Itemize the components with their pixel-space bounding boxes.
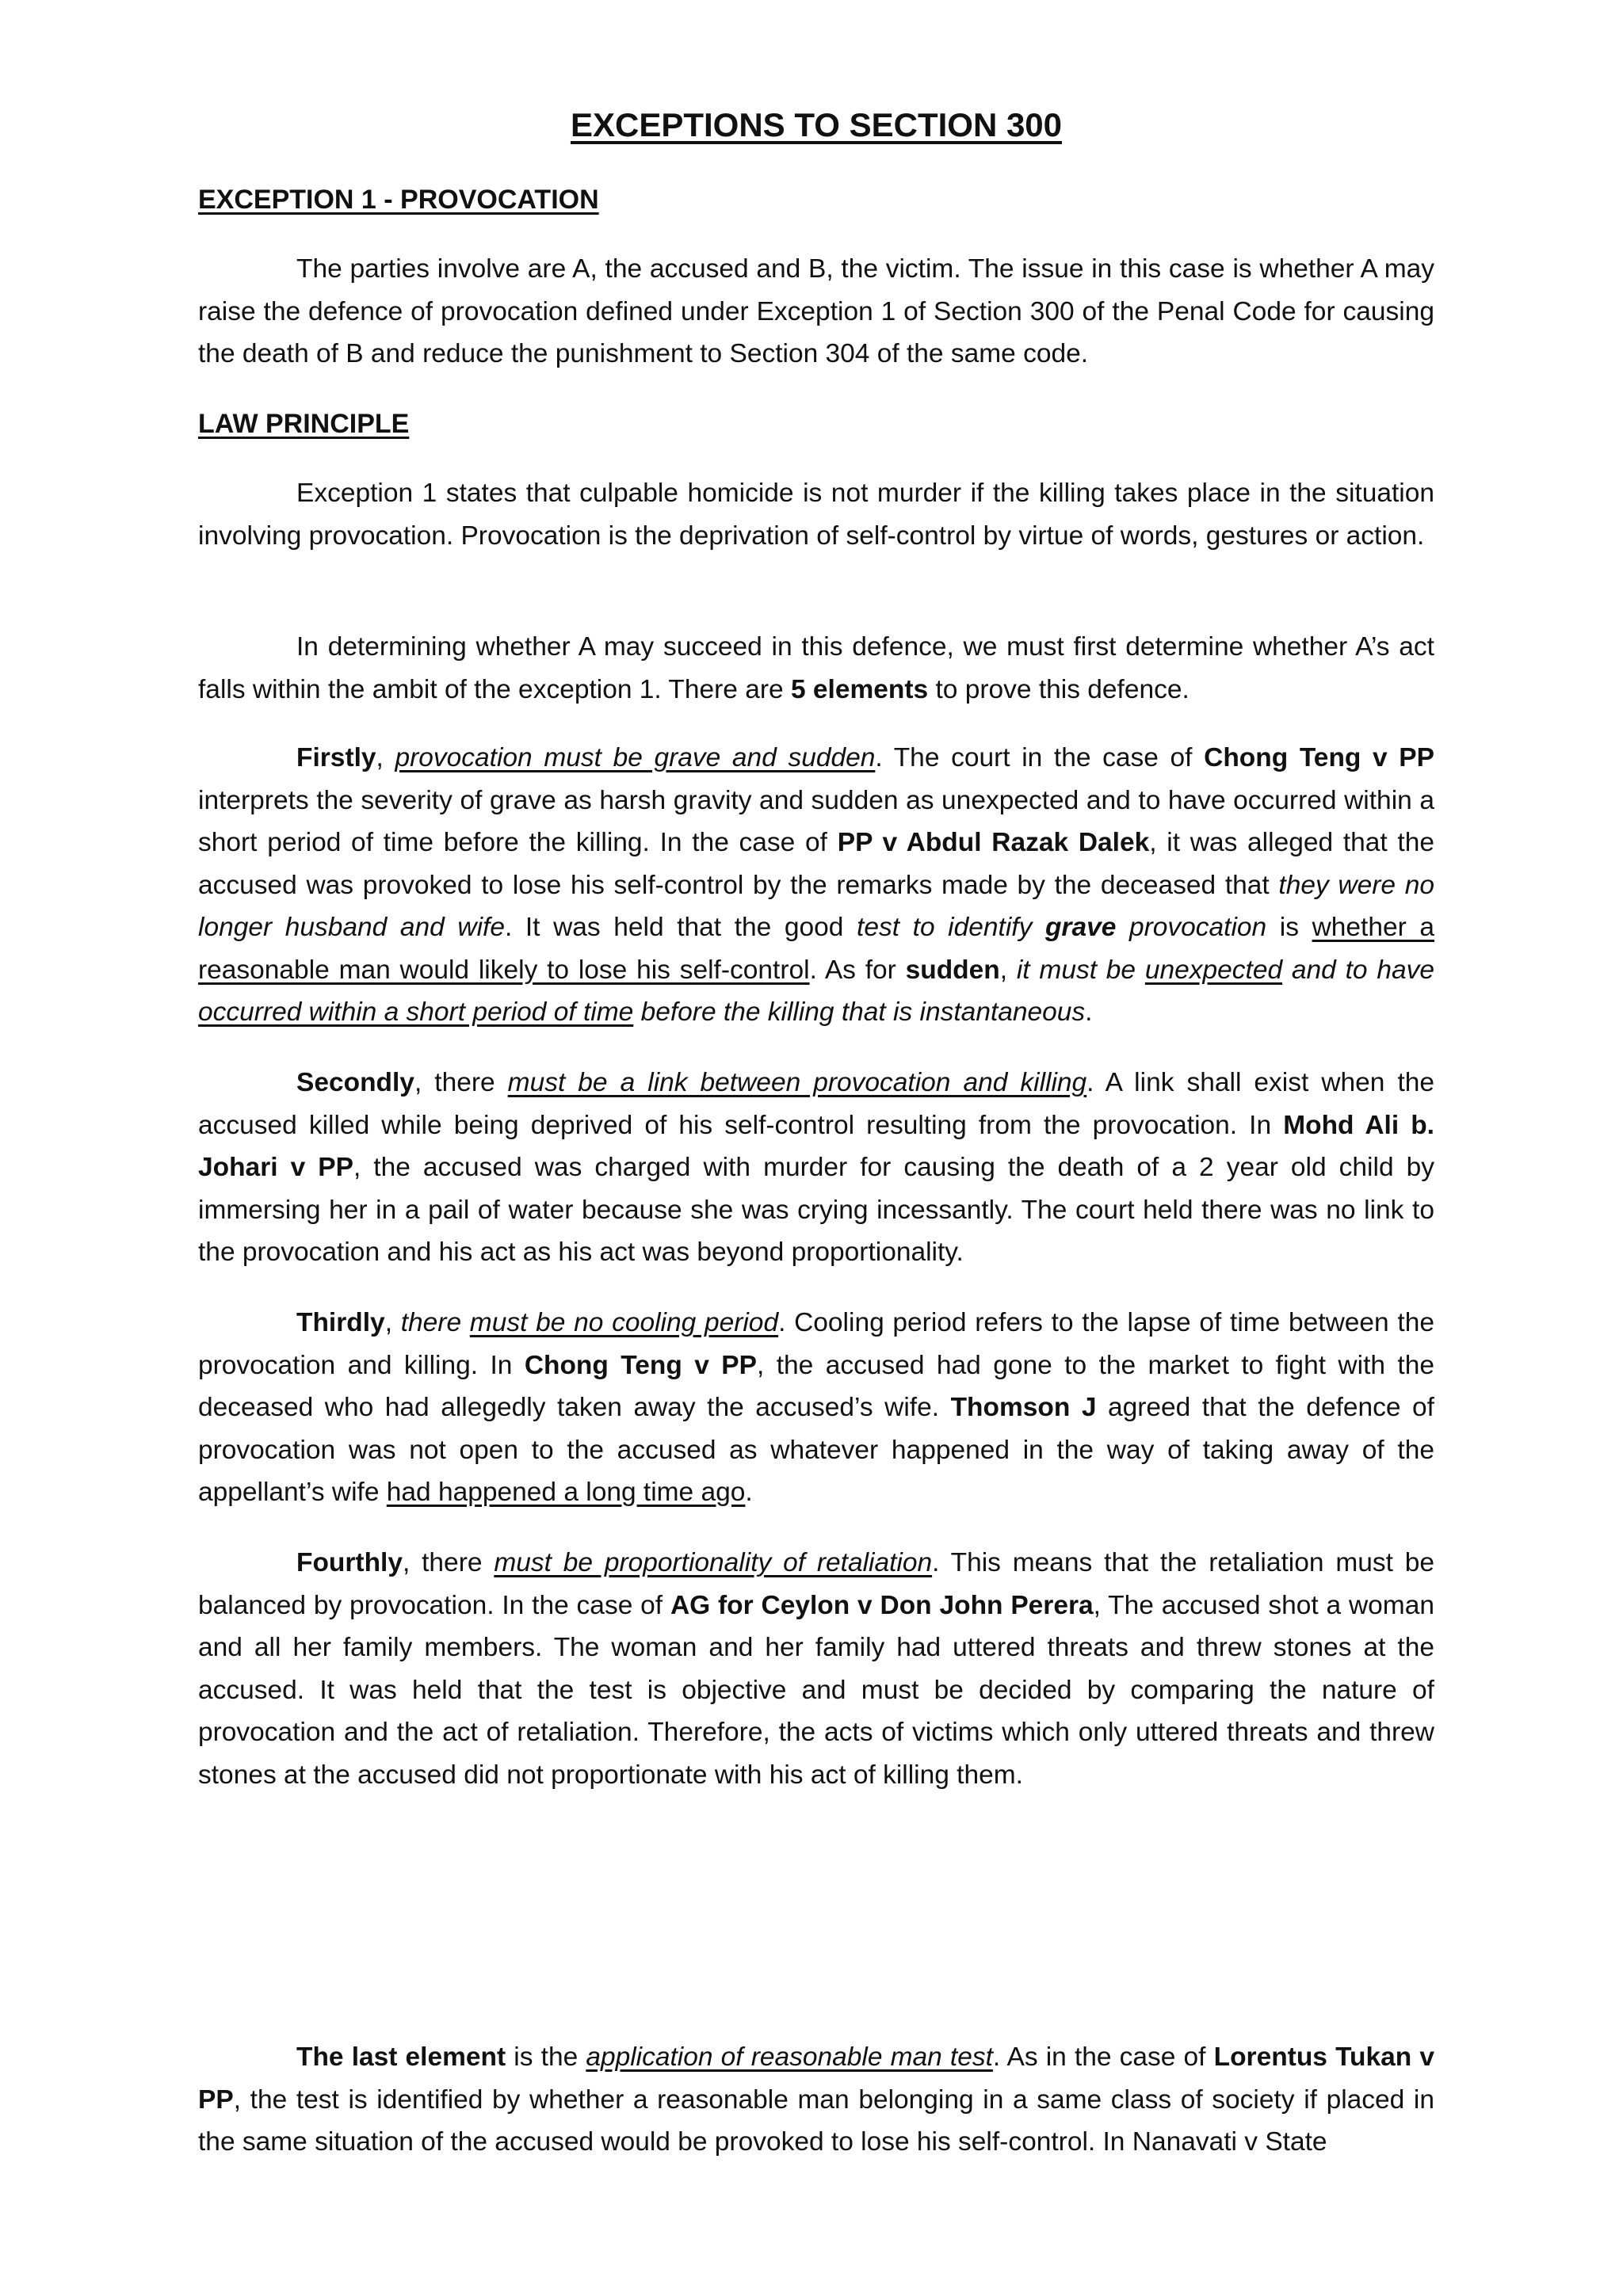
case-name: Mohd Ali b. Johari v PP (198, 1110, 1434, 1182)
sudden-word: sudden (905, 955, 1000, 985)
test-phrase: test to identify (857, 913, 1045, 942)
lead-word: The last element (296, 2042, 506, 2072)
text: , (376, 743, 395, 772)
italic-phrase: there (400, 1308, 470, 1337)
text: , the test is identified by whether a reasonable man belonging in a same class of society if placed in the same situation of the accused would be provoked to lose his self-control. In Nanavati v State (198, 2084, 1434, 2157)
text: , there (402, 1548, 495, 1577)
case-name: PP v Abdul Razak Dalek (837, 828, 1150, 857)
firstly-paragraph (198, 737, 1434, 1034)
judge-name: Thomson J (950, 1393, 1097, 1422)
occurred-phrase: occurred within a short period of time (198, 997, 634, 1027)
italic-phrase: and to have (1282, 955, 1434, 985)
text: . (1085, 997, 1093, 1027)
text: to prove this defence. (928, 674, 1190, 704)
case-name: AG for Ceylon v Don John Perera (670, 1590, 1094, 1620)
text: . The court in the case of (875, 743, 1205, 772)
principle-phrase: must be a link between provocation and killing (507, 1068, 1087, 1097)
principle-phrase: must be no cooling period (469, 1308, 779, 1337)
document-title: EXCEPTIONS TO SECTION 300 (570, 106, 1063, 143)
principle-phrase: provocation must be grave and sudden (395, 743, 876, 772)
text: , The accused shot a woman and all her family members. The woman and her family had uttered threats and threw stones at the accused. It was held that the test is objective and must be decided by comparing the nature of provocation and the act of retaliation. Therefore, the acts of victims which only uttered threats and threw stones at the accused did not proportionate with his act of killing them. (198, 1590, 1434, 1790)
lead-word: Fourthly (296, 1548, 403, 1577)
text: . As in the case of (992, 2042, 1214, 2072)
principle-phrase: must be proportionality of retaliation (494, 1548, 933, 1577)
thirdly-paragraph (198, 1302, 1434, 1514)
case-name: Chong Teng v PP (1204, 743, 1434, 772)
text: . A link shall exist when the accused killed while being deprived of his self-control resulting from the provocation. In (198, 1068, 1435, 1140)
text: , it was alleged that the accused was provoked to lose his self-control by the remarks made by the deceased that (198, 828, 1435, 900)
grave-word: grave (1044, 913, 1117, 942)
elements-count: 5 elements (790, 674, 929, 704)
fourthly-paragraph (198, 1542, 1434, 1796)
reasonable-man-phrase: whether a reasonable man would likely to lose his self-control (198, 913, 1434, 985)
case-name: Lorentus Tukan v PP (198, 2042, 1434, 2115)
case-name: Chong Teng v PP (524, 1350, 757, 1380)
law-principle-paragraph: Exception 1 states that culpable homicide is not murder if the killing takes place in the situation involving provocation. Provocation is the deprivation of self-control by virtue of words, gestures or action. (198, 479, 1434, 551)
text: . It was held that the good (504, 913, 857, 942)
text: is (1266, 913, 1312, 942)
text: , (999, 955, 1017, 985)
text: . As for (809, 955, 906, 985)
lead-word: Secondly (296, 1068, 414, 1097)
text: is the (506, 2042, 586, 2072)
long-ago-phrase: had happened a long time ago (386, 1478, 746, 1507)
text: , (384, 1308, 401, 1337)
text: In determining whether A may succeed in this defence, we must first determine whether A’s act falls within the ambit of the exception 1. There are (198, 632, 1434, 704)
unexpected-word: unexpected (1144, 955, 1283, 985)
law-principle-heading: LAW PRINCIPLE (198, 409, 410, 439)
text: interprets the severity of grave as harsh gravity and sudden as unexpected and to have occurred within a short period of time before the killing. In the case of (198, 785, 1434, 857)
text: . (745, 1478, 753, 1507)
text: , the accused was charged with murder for causing the death of a 2 year old child by immersing her in a pail of water because she was crying incessantly. The court held there was no link to the provocation and his act as his act was beyond proportionality. (198, 1153, 1435, 1267)
text: . This means that the retaliation must be balanced by provocation. In the case of (198, 1548, 1435, 1620)
text: . Cooling period refers to the lapse of time between the provocation and killing. In (198, 1308, 1434, 1380)
text: agreed that the defence of provocation was not open to the accused as whatever happened in the way of taking away of the appellant’s wife (198, 1393, 1434, 1507)
elements-intro-paragraph (198, 626, 1434, 711)
lead-word: Firstly (296, 743, 376, 772)
section-heading: EXCEPTION 1 - PROVOCATION (198, 185, 599, 215)
quote-phrase: they were no longer husband and wife (198, 870, 1434, 942)
italic-phrase: it must be (1016, 955, 1145, 985)
intro-paragraph: The parties involve are A, the accused and B, the victim. The issue in this case is whether A may raise the defence of provocation defined under Exception 1 of Section 300 of the Penal Code for causing the death of B and reduce the punishment to Section 304 of the same code. (198, 254, 1434, 368)
text: , the accused had gone to the market to fight with the deceased who had allegedly taken away the accused’s wife. (198, 1350, 1434, 1422)
text: , there (414, 1068, 508, 1097)
last-element-paragraph (198, 2036, 1434, 2164)
secondly-paragraph (198, 1062, 1434, 1274)
test-phrase: provocation (1116, 913, 1267, 942)
lead-word: Thirdly (296, 1308, 385, 1337)
italic-phrase: before the killing that is instantaneous (633, 997, 1086, 1027)
principle-phrase: application of reasonable man test (586, 2042, 993, 2072)
